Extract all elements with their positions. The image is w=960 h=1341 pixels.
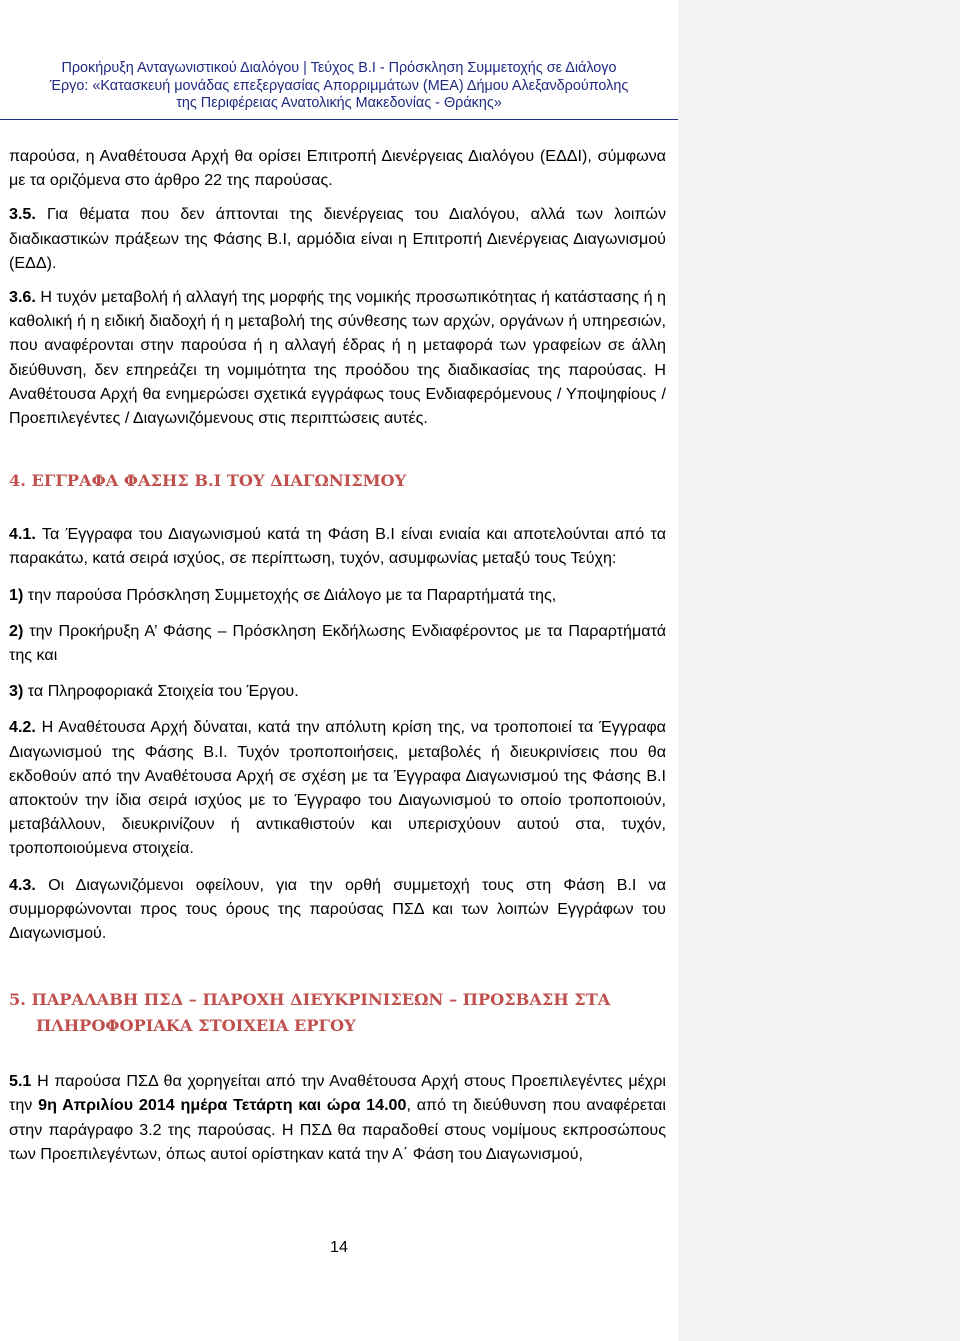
paragraph-3-6 <box>9 285 666 430</box>
page-number: 14 <box>330 1238 348 1256</box>
clause-text: Η τυχόν μεταβολή ή αλλαγή της μορφής της νομικής προσωπικότητας ή κατάστασης ή η καθολική ή η ειδική διαδοχή ή η μεταβολή της σύνθεσης των αρχών, οργάνων ή υπηρεσιών, που αναφέρονται στην παρούσα ή η αλλαγή έδρας ή η μεταφορά των γραφείων σε άλλη διεύθυνση, δεν επηρεάζει τη νομιμότητα της προόδου της διαδικασίας της παρούσας. Η Αναθέτουσα Αρχή θα ενημερώσει σχετικά εγγράφως τους Ενδιαφερόμενους / Υποψηφίους / Προεπιλεγέντες / Διαγωνιζόμενους στις περιπτώσεις αυτές. <box>9 288 666 428</box>
section-heading-4: 4. ΕΓΓΡΑΦΑ ΦΑΣΗΣ Β.Ι ΤΟΥ ΔΙΑΓΩΝΙΣΜΟΥ <box>9 471 407 491</box>
list-item-1 <box>9 583 666 607</box>
clause-text-continued: , από τη διεύθυνση που αναφέρεται στην παράγραφο 3.2 της παρούσας. Η ΠΣΔ θα παραδοθεί στους νομίμους εκπροσώπους των Προεπιλεγέντων, όπως αυτοί ορίστηκαν κατά την Α΄ Φάση του Διαγωνισμού, <box>9 1096 667 1163</box>
document-body <box>9 144 666 1166</box>
clause-text: Η παρούσα ΠΣΔ θα χορηγείται από την Αναθέτουσα Αρχή στους Προεπιλεγέντες μέχρι την <box>9 1072 666 1115</box>
clause-number: 3.5. <box>9 205 36 224</box>
comment-margin <box>678 0 960 1341</box>
list-number: 1) <box>9 585 24 604</box>
clause-number: 5.1 <box>9 1072 32 1091</box>
clause-text: Η Αναθέτουσα Αρχή δύναται, κατά την απόλυτη κρίση της, να τροποποιεί τα Έγγραφα Διαγωνισμού της Φάσης Β.Ι. Τυχόν τροποποιήσεις, μεταβολές ή διευκρινίσεις που θα εκδοθούν από την Αναθέτουσα Αρχή σε σχέση με τα Έγγραφα Διαγωνισμού της Φάσης Β.Ι αποκτούν την ίδια σειρά ισχύος με το Έγγραφο του Διαγωνισμού το οποίο τροποποιούν, μεταβάλλουν, διευκρινίζουν ή αντικαθιστούν και υπερισχύουν αυτού στα, τυχόν, τροποποιούμενα στοιχεία. <box>9 718 666 858</box>
paragraph-4-2 <box>9 715 666 860</box>
header-line-1: Προκήρυξη Ανταγωνιστικού Διαλόγου | Τεύχος Β.Ι - Πρόσκληση Συμμετοχής σε Διάλογο <box>61 60 617 76</box>
list-item-2 <box>9 619 666 667</box>
section-heading-5 <box>9 987 666 1039</box>
list-text: την παρούσα Πρόσκληση Συμμετοχής σε Διάλογο με τα Παραρτήματά της, <box>23 585 557 604</box>
header-divider <box>0 119 678 120</box>
header-line-2: Έργο: «Κατασκευή μονάδας επεξεργασίας Απορριμμάτων (ΜΕΑ) Δήμου Αλεξανδρούπολης <box>49 77 629 94</box>
list-number: 3) <box>9 682 24 701</box>
deadline-date: 9η Απριλίου 2014 ημέρα Τετάρτη και ώρα 14.00 <box>38 1096 407 1115</box>
clause-text: Οι Διαγωνιζόμενοι οφείλουν, για την ορθή συμμετοχή τους στη Φάση Β.Ι να συμμορφώνονται προς τους όρους της παρούσας ΠΣΔ και των λοιπών Εγγράφων του Διαγωνισμού. <box>9 875 666 943</box>
paragraph-intro: παρούσα, η Αναθέτουσα Αρχή θα ορίσει Επιτροπή Διενέργειας Διαλόγου (ΕΔΔΙ), σύμφωνα με τα οριζόμενα στο άρθρο 22 της παρούσας. <box>9 147 666 190</box>
paragraph-3-5 <box>9 202 666 275</box>
clause-number: 4.2. <box>9 718 36 737</box>
section-heading-5-line-2: ΠΛΗΡΟΦΟΡΙΑΚΑ ΣΤΟΙΧΕΙΑ ΕΡΓΟΥ <box>36 1016 356 1036</box>
clause-text: Για θέματα που δεν άπτονται της διενέργειας του Διαλόγου, αλλά των λοιπών διαδικαστικών πράξεων της Φάσης Β.Ι, αρμόδια είναι η Επιτροπή Διενέργειας Διαγωνισμού (ΕΔΔ). <box>9 205 666 272</box>
list-item-3 <box>9 679 666 703</box>
clause-text: Τα Έγγραφα του Διαγωνισμού κατά τη Φάση Β.Ι είναι ενιαία και αποτελούνται από τα παρακάτω, κατά σειρά ισχύος, σε περίπτωση, τυχόν, ασυμφωνίας μεταξύ τους Τεύχη: <box>9 525 666 568</box>
paragraph-5-1 <box>9 1069 666 1166</box>
list-text: τα Πληροφοριακά Στοιχεία του Έργου. <box>23 682 299 701</box>
section-heading-5-line-1: 5. ΠΑΡΑΛΑΒΗ ΠΣΔ – ΠΑΡΟΧΗ ΔΙΕΥΚΡΙΝΙΣΕΩΝ – ΠΡΟΣΒΑΣΗ ΣΤΑ <box>9 990 611 1010</box>
list-number: 2) <box>9 621 24 640</box>
clause-number: 3.6. <box>9 288 36 307</box>
document-header <box>0 60 678 113</box>
paragraph-4-3 <box>9 873 666 946</box>
clause-number: 4.3. <box>9 875 36 894</box>
clause-number: 4.1. <box>9 525 36 544</box>
list-text: την Προκήρυξη Α’ Φάσης – Πρόσκληση Εκδήλωσης Ενδιαφέροντος με τα Παραρτήματά της και <box>9 621 666 665</box>
paragraph-4-1 <box>9 522 666 570</box>
header-line-3: της Περιφέρειας Ανατολικής Μακεδονίας - Θράκης» <box>176 95 502 111</box>
